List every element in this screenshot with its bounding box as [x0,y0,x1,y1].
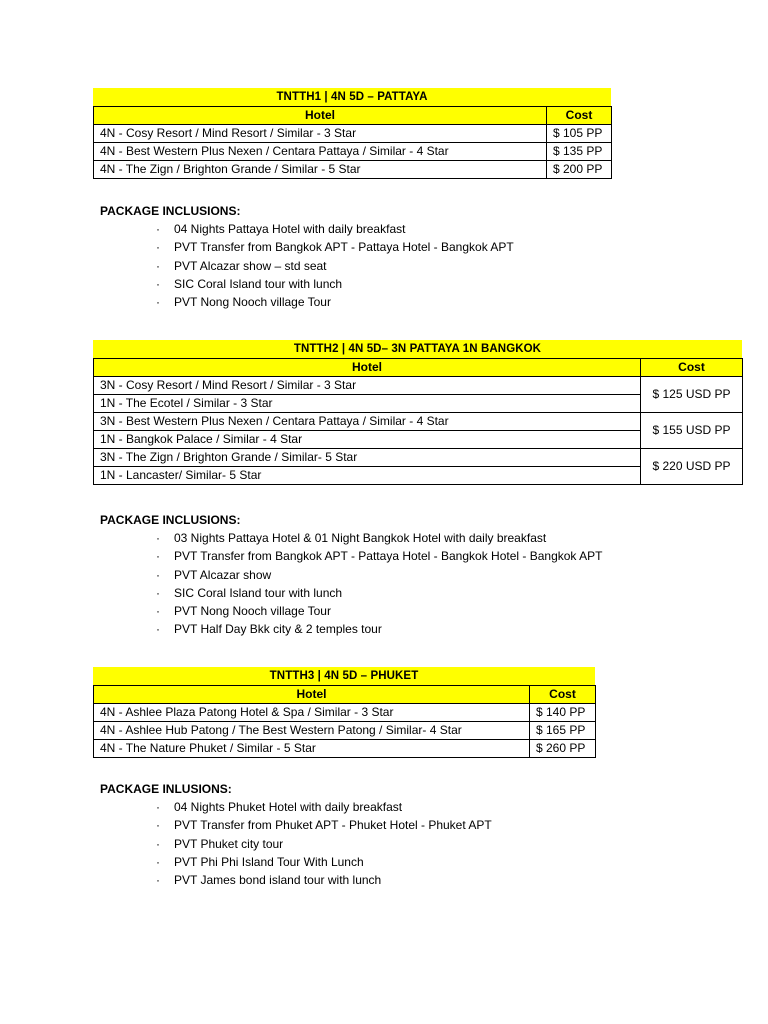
hotel-cell: 1N - Lancaster/ Similar- 5 Star [94,467,641,485]
inclusion-text: PVT Nong Nooch village Tour [174,604,331,619]
cost-cell: $ 105 PP [547,125,612,143]
list-item [100,238,514,256]
bullet-icon: · [156,276,160,291]
bullet-icon: · [156,258,160,273]
table-row [94,413,743,431]
list-item [100,620,602,638]
table-row [94,704,596,722]
list-item [100,816,492,834]
bullet-icon: · [156,836,160,851]
hotel-column-header: Hotel [94,107,547,125]
hotel-cost-table [93,685,596,758]
table-header-row [94,107,612,125]
inclusion-text: PVT Alcazar show – std seat [174,258,327,273]
list-item [100,602,602,620]
inclusion-text: 04 Nights Phuket Hotel with daily breakfast [174,800,403,814]
hotel-cost-table [93,358,743,485]
hotel-cell: 4N - Cosy Resort / Mind Resort / Similar - 3 Star [94,125,547,143]
bullet-icon: · [156,295,160,310]
cost-cell: $ 165 PP [530,722,596,740]
hotel-cell: 1N - The Ecotel / Similar - 3 Star [94,395,641,413]
bullet-icon: · [156,622,160,637]
list-item [100,529,602,547]
hotel-cell: 4N - Best Western Plus Nexen / Centara Pattaya / Similar - 4 Star [94,143,547,161]
inclusions-list [100,798,492,889]
package-inclusions-1 [100,202,514,311]
bullet-icon: · [156,567,160,582]
bullet-icon: · [156,800,160,814]
bullet-icon: · [156,873,160,888]
inclusions-list [100,529,602,639]
list-item [100,293,514,311]
bullet-icon: · [156,222,160,236]
inclusions-heading: PACKAGE INCLUSIONS: [100,204,241,218]
cost-cell: $ 200 PP [547,161,612,179]
cost-cell: $ 220 USD PP [641,449,743,485]
package-title: TNTTH1 | 4N 5D – PATTAYA [93,88,611,106]
package-title: TNTTH3 | 4N 5D – PHUKET [93,667,595,685]
list-item [100,566,602,584]
inclusion-text: 03 Nights Pattaya Hotel & 01 Night Bangkok Hotel with daily breakfast [174,531,547,545]
list-item [100,584,602,602]
hotel-cell: 4N - The Nature Phuket / Similar - 5 Star [94,740,530,758]
hotel-cell: 3N - Cosy Resort / Mind Resort / Similar - 3 Star [94,377,641,395]
table-row [94,161,612,179]
bullet-icon: · [156,604,160,619]
inclusion-text: PVT Half Day Bkk city & 2 temples tour [174,622,382,637]
table-row [94,377,743,395]
cost-cell: $ 140 PP [530,704,596,722]
hotel-cell: 3N - Best Western Plus Nexen / Centara Pattaya / Similar - 4 Star [94,413,641,431]
inclusions-heading: PACKAGE INLUSIONS: [100,782,232,796]
bullet-icon: · [156,240,160,255]
package-tntth2 [93,340,742,485]
package-title: TNTTH2 | 4N 5D– 3N PATTAYA 1N BANGKOK [93,340,742,358]
inclusion-text: PVT Phuket city tour [174,836,284,851]
inclusion-text: PVT Transfer from Bangkok APT - Pattaya Hotel - Bangkok APT [174,240,514,255]
list-item [100,853,492,871]
package-tntth1 [93,88,611,179]
hotel-cell: 4N - Ashlee Plaza Patong Hotel & Spa / Similar - 3 Star [94,704,530,722]
table-row [94,449,743,467]
inclusion-text: SIC Coral Island tour with lunch [174,585,343,600]
list-item [100,547,602,565]
cost-column-header: Cost [547,107,612,125]
inclusions-list [100,220,514,311]
inclusion-text: PVT James bond island tour with lunch [174,873,382,888]
list-item [100,220,514,238]
cost-column-header: Cost [530,686,596,704]
list-item [100,257,514,275]
hotel-column-header: Hotel [94,359,641,377]
table-header-row [94,686,596,704]
table-row [94,125,612,143]
list-item [100,871,492,889]
bullet-icon: · [156,854,160,869]
cost-cell: $ 260 PP [530,740,596,758]
bullet-icon: · [156,818,160,833]
bullet-icon: · [156,549,160,564]
table-header-row [94,359,743,377]
list-item [100,798,492,816]
package-tntth3 [93,667,595,758]
cost-cell: $ 155 USD PP [641,413,743,449]
table-row [94,722,596,740]
hotel-cell: 1N - Bangkok Palace / Similar - 4 Star [94,431,641,449]
hotel-cost-table [93,106,612,179]
inclusion-text: PVT Nong Nooch village Tour [174,295,331,310]
cost-cell: $ 125 USD PP [641,377,743,413]
package-inclusions-3 [100,780,492,889]
bullet-icon: · [156,531,160,545]
hotel-cell: 4N - The Zign / Brighton Grande / Similar - 5 Star [94,161,547,179]
hotel-cell: 4N - Ashlee Hub Patong / The Best Western Patong / Similar- 4 Star [94,722,530,740]
list-item [100,835,492,853]
inclusion-text: 04 Nights Pattaya Hotel with daily breakfast [174,222,406,236]
inclusion-text: PVT Transfer from Phuket APT - Phuket Hotel - Phuket APT [174,818,492,833]
inclusion-text: SIC Coral Island tour with lunch [174,276,343,291]
inclusion-text: PVT Alcazar show [174,567,272,582]
inclusions-heading: PACKAGE INCLUSIONS: [100,513,241,527]
list-item [100,275,514,293]
bullet-icon: · [156,585,160,600]
table-row [94,143,612,161]
inclusion-text: PVT Transfer from Bangkok APT - Pattaya Hotel - Bangkok Hotel - Bangkok APT [174,549,603,564]
inclusion-text: PVT Phi Phi Island Tour With Lunch [174,854,364,869]
package-inclusions-2 [100,511,602,639]
hotel-cell: 3N - The Zign / Brighton Grande / Similar- 5 Star [94,449,641,467]
table-row [94,740,596,758]
cost-cell: $ 135 PP [547,143,612,161]
cost-column-header: Cost [641,359,743,377]
hotel-column-header: Hotel [94,686,530,704]
